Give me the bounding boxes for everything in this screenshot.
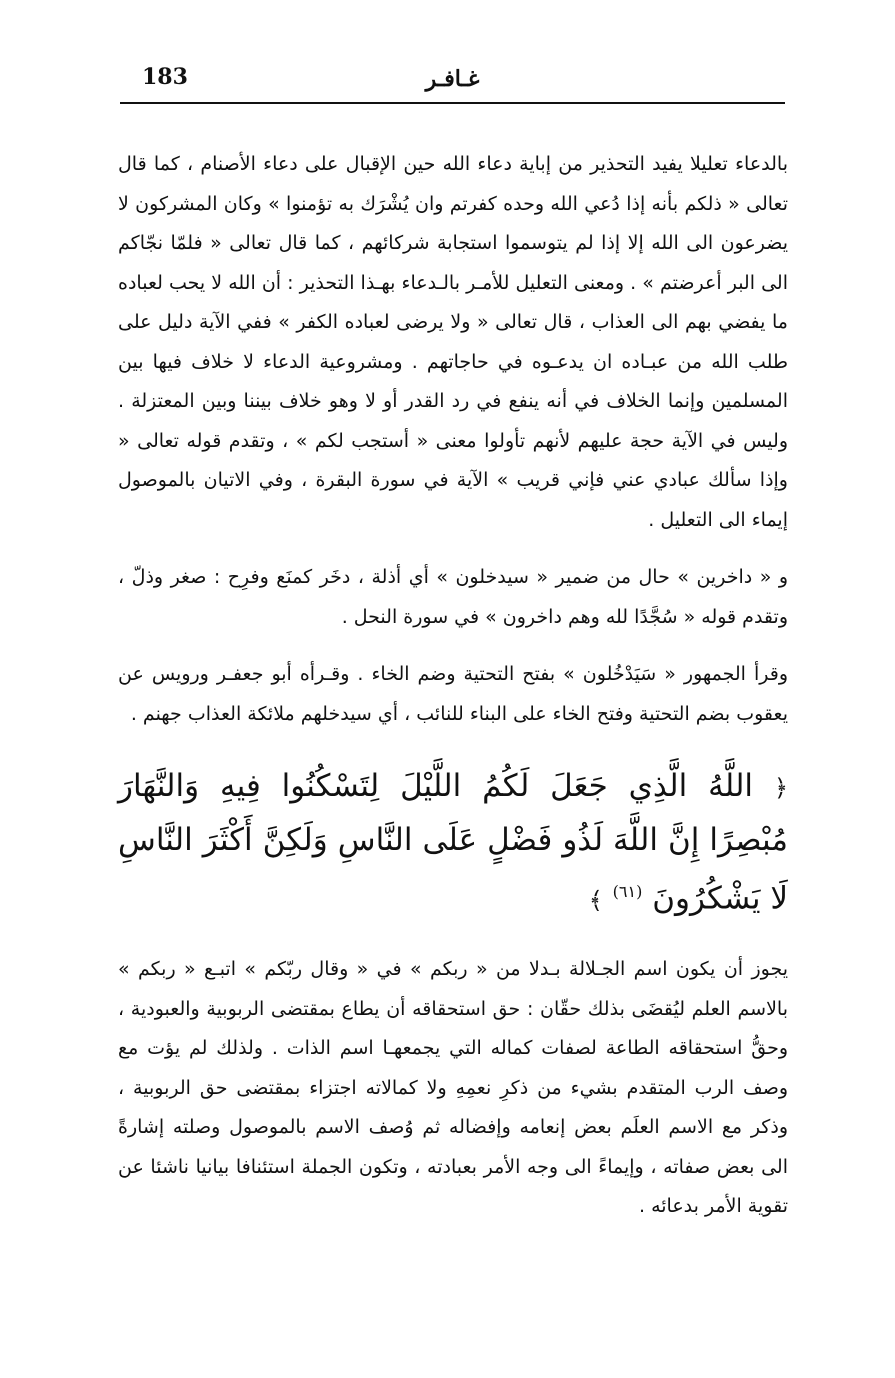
paragraph-3: وقرأ الجمهور « سَيَدْخُلون » بفتح التحتية وضم الخاء . وقـرأه أبو جعفـر ورويس عن يعقوب بضم التحتية وفتح الخاء على البناء للنائب ، أي سيدخلهم ملائكة العذاب جهنم .	[118, 663, 788, 725]
verse-close-bracket: ﴾	[588, 886, 603, 915]
commentary-paragraph: يجوز أن يكون اسم الجـلالة بـدلا من « ربكم » في « وقال ربّكم » اتبـع « ربكم » بالاسم العلم ليُقضَى بذلك حقّان : حق استحقاقه أن يطاع بمقتضى الربوبية والعبودية ، وحقُّ استحقاقه الطاعة لصفات كماله التي يجمعهـا اسم الذات . ولذلك لم يؤت مع وصف الرب المتقدم بشيء من ذكرِ نعمِهِ ولا كمالاته اجتزاء بمقتضى حق الربوبية ، وذكر مع الاسم العلَم بعض إنعامه وإفضاله ثم وُصف الاسم بالموصول وصلته إشارةً الى بعض صفاته ، وإيماءً الى وجه الأمر بعبادته ، وتكون الجملة استئنافا بيانيا ناشئا عن تقوية الأمر بدعائه .	[118, 958, 788, 1218]
page-number: 183	[142, 64, 188, 90]
surah-title: غـافـر	[425, 66, 480, 92]
paragraph-2: و « داخرين » حال من ضمير « سيدخلون » أي أذلة ، دخَر كمنَع وفرِح : صغر وذلّ ، وتقدم قوله « سُجَّدًا لله وهم داخرون » في سورة النحل .	[118, 566, 788, 628]
page-body	[118, 145, 788, 1245]
paragraph-1: بالدعاء تعليلا يفيد التحذير من إباية دعاء الله حين الإقبال على دعاء الأصنام ، كما قال تعالى « ذلكم بأنه إذا دُعي الله وحده كفرتم وان يُشْرَك به تؤمنوا » وكان المشركون لا يضرعون الى الله إلا إذا لم يتوسموا استجابة شركائهم ، كما قال تعالى « فلمّا نجّاكم الى البر أعرضتم » . ومعنى التعليل للأمـر بالـدعاء بهـذا التحذير : أن الله لا يحب لعباده ما يفضي بهم الى العذاب ، قال تعالى « ولا يرضى لعباده الكفر » ففي الآية دليل على طلب الله من عبـاده ان يدعـوه في حاجاتهم . ومشروعية الدعاء لا خلاف فيها بين المسلمين وإنما الخلاف في أنه ينفع في رد القدر أو لا وهو خلاف بيننا وبين المعتزلة . وليس في الآية حجة عليهم لأنهم تأولوا معنى « أستجب لكم » ، وتقدم قوله تعالى « وإذا سألك عبادي عني فإني قريب » الآية في سورة البقرة ، وفي الاتيان بالموصول إيماء الى التعليل .	[118, 153, 788, 531]
verse-text: اللَّهُ الَّذِي جَعَلَ لَكُمُ اللَّيْلَ لِتَسْكُنُوا فِيهِ وَالنَّهَارَ مُبْصِرًا إِنَّ اللَّهَ لَذُو فَضْلٍ عَلَى النَّاسِ وَلَكِنَّ أَكْثَرَ النَّاسِ لَا يَشْكُرُونَ	[118, 768, 788, 917]
header-divider	[120, 102, 785, 104]
verse-open-bracket: ﴿	[773, 774, 788, 802]
verse-number: (٦١)	[612, 882, 643, 901]
quran-verse	[118, 760, 788, 926]
page-header	[120, 58, 785, 104]
